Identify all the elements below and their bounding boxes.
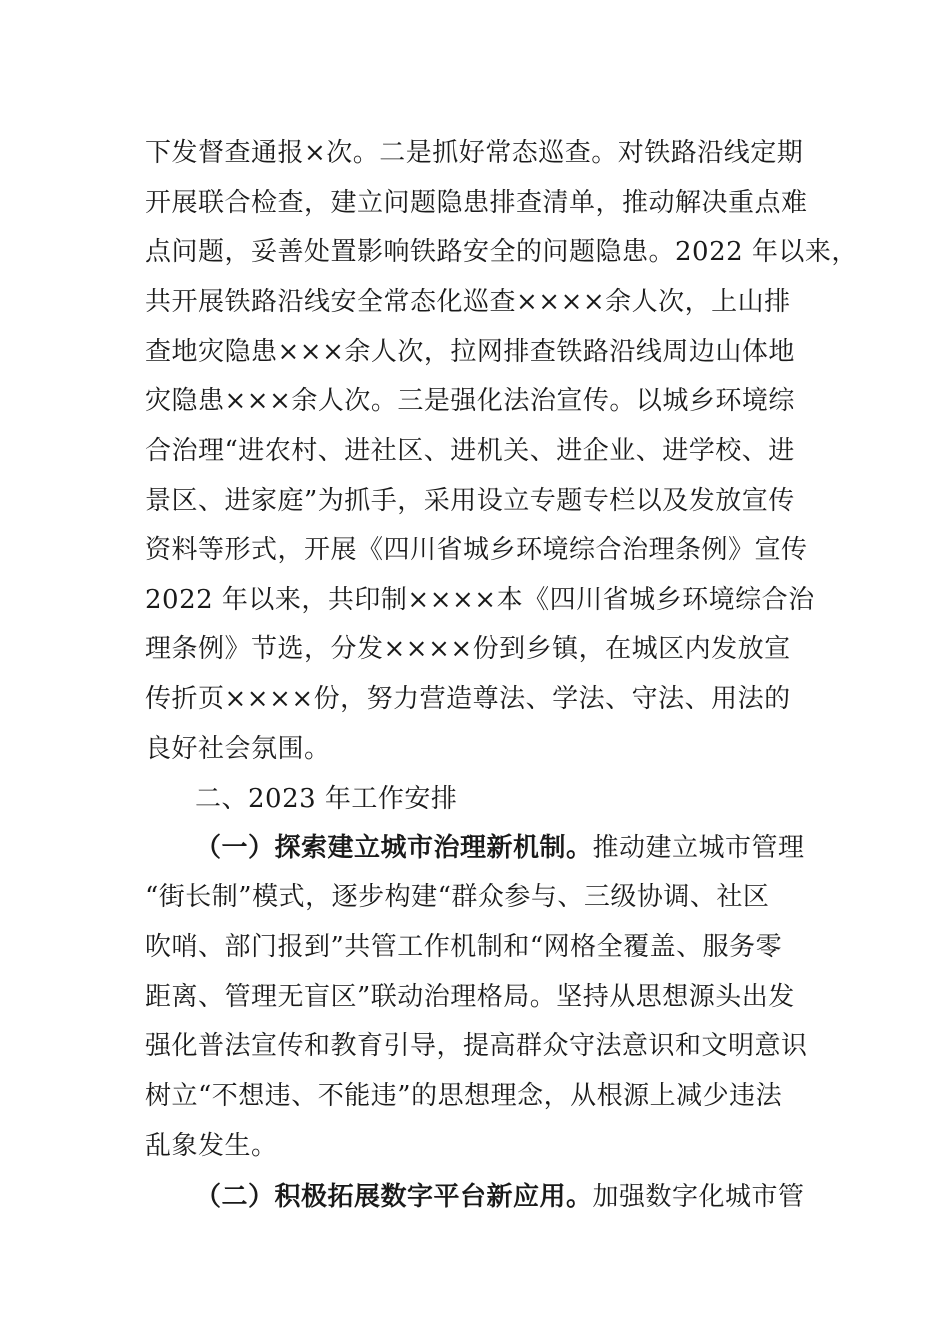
body-line: 合治理“进农村、进社区、进机关、进企业、进学校、进: [145, 436, 795, 466]
subsection-1-text: 推动建立城市管理: [592, 833, 805, 863]
section-heading: 二、2023 年工作安排: [195, 784, 458, 814]
subsection-2-text: 加强数字化城市管: [592, 1182, 805, 1212]
subsection-2-first-line: [195, 1172, 805, 1222]
body-line: 吹哨、部门报到”共管工作机制和“网格全覆盖、服务零: [145, 932, 783, 962]
body-line: 查地灾隐患×××余人次，拉网排查铁路沿线周边山体地: [145, 337, 795, 367]
body-line: 共开展铁路沿线安全常态化巡查××××余人次，上山排: [145, 287, 791, 317]
subsection-1-first-line: [195, 823, 805, 873]
body-line: 点问题，妥善处置影响铁路安全的问题隐患。2022 年以来，: [145, 237, 858, 267]
body-line: 距离、管理无盲区”联动治理格局。坚持从思想源头出发: [145, 982, 795, 1012]
body-line: 灾隐患×××余人次。三是强化法治宣传。以城乡环境综: [145, 386, 795, 416]
body-line: 景区、进家庭”为抓手，采用设立专题专栏以及发放宣传: [145, 486, 795, 516]
body-line: 2022 年以来，共印制××××本《四川省城乡环境综合治: [145, 585, 815, 615]
body-line: 资料等形式，开展《四川省城乡环境综合治理条例》宣传: [145, 535, 808, 565]
body-line: 开展联合检查，建立问题隐患排查清单，推动解决重点难: [145, 188, 808, 218]
body-line: 乱象发生。: [145, 1131, 278, 1161]
body-line: 树立“不想违、不能违”的思想理念，从根源上减少违法: [145, 1081, 783, 1111]
subsection-1-title: （一）探索建立城市治理新机制。: [195, 833, 593, 863]
body-line: 下发督查通报×次。二是抓好常态巡查。对铁路沿线定期: [145, 138, 804, 168]
body-line: 强化普法宣传和教育引导，提高群众守法意识和文明意识: [145, 1031, 808, 1061]
subsection-2-title: （二）积极拓展数字平台新应用。: [195, 1182, 593, 1212]
body-line: 良好社会氛围。: [145, 734, 331, 764]
body-line: “街长制”模式，逐步构建“群众参与、三级协调、社区: [145, 882, 770, 912]
body-line: 传折页××××份，努力营造尊法、学法、守法、用法的: [145, 684, 791, 714]
body-line: 理条例》节选，分发××××份到乡镇，在城区内发放宣: [145, 634, 791, 664]
